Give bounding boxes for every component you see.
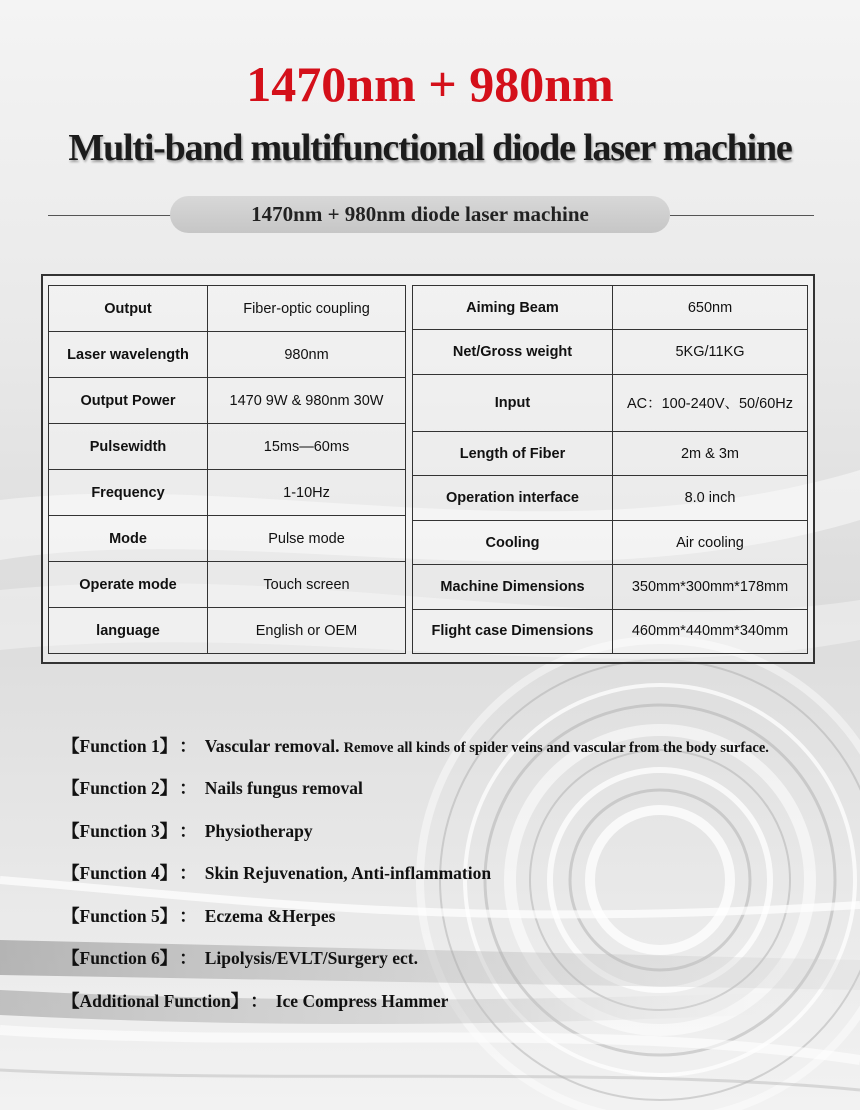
function-label: 【Additional Function】 bbox=[62, 991, 249, 1011]
spec-row bbox=[413, 432, 808, 476]
function-name: Vascular removal. bbox=[204, 736, 340, 756]
spec-table-right bbox=[412, 285, 808, 654]
function-item-5 bbox=[62, 902, 335, 930]
spec-row bbox=[49, 470, 406, 516]
function-name: Lipolysis/EVLT/Surgery ect. bbox=[204, 948, 418, 968]
function-item-3 bbox=[62, 817, 313, 845]
function-name: Ice Compress Hammer bbox=[275, 991, 449, 1011]
spec-value: Pulse mode bbox=[208, 516, 406, 562]
spec-row bbox=[49, 424, 406, 470]
spec-label: Input bbox=[413, 374, 613, 431]
spec-value: 2m & 3m bbox=[613, 432, 808, 476]
spec-value: Fiber-optic coupling bbox=[208, 286, 406, 332]
spec-value: 650nm bbox=[613, 286, 808, 330]
spec-row bbox=[413, 476, 808, 520]
function-separator: ： bbox=[179, 948, 197, 968]
function-separator: ： bbox=[179, 821, 197, 841]
spec-row bbox=[413, 609, 808, 653]
spec-row bbox=[413, 374, 808, 431]
spec-label: Mode bbox=[49, 516, 208, 562]
spec-label: Pulsewidth bbox=[49, 424, 208, 470]
function-separator: ： bbox=[179, 863, 197, 883]
spec-row bbox=[49, 608, 406, 654]
spec-row bbox=[413, 330, 808, 374]
spec-table-left bbox=[48, 285, 406, 654]
function-name: Physiotherapy bbox=[204, 821, 313, 841]
spec-row bbox=[49, 378, 406, 424]
spec-label: Machine Dimensions bbox=[413, 565, 613, 609]
divider-right bbox=[670, 215, 814, 216]
spec-label: Output Power bbox=[49, 378, 208, 424]
spec-row bbox=[49, 286, 406, 332]
spec-row bbox=[413, 520, 808, 564]
spec-value: 1470 9W & 980nm 30W bbox=[208, 378, 406, 424]
spec-row bbox=[49, 562, 406, 608]
function-name: Eczema &Herpes bbox=[204, 906, 336, 926]
spec-row bbox=[49, 332, 406, 378]
function-separator: ： bbox=[179, 778, 197, 798]
spec-label: Length of Fiber bbox=[413, 432, 613, 476]
wavelength-heading: 1470nm + 980nm bbox=[246, 56, 614, 112]
function-label: 【Function 1】 bbox=[62, 736, 178, 756]
spec-value: Touch screen bbox=[208, 562, 406, 608]
function-label: 【Function 3】 bbox=[62, 821, 178, 841]
spec-row bbox=[413, 565, 808, 609]
function-name: Nails fungus removal bbox=[204, 778, 363, 798]
function-separator: ： bbox=[179, 736, 197, 756]
spec-row bbox=[49, 516, 406, 562]
spec-value: 350mm*300mm*178mm bbox=[613, 565, 808, 609]
spec-value: 5KG/11KG bbox=[613, 330, 808, 374]
spec-label: Net/Gross weight bbox=[413, 330, 613, 374]
spec-value: 8.0 inch bbox=[613, 476, 808, 520]
function-description: Remove all kinds of spider veins and vascular from the body surface. bbox=[343, 740, 769, 756]
function-item-6 bbox=[62, 944, 418, 972]
spec-value: AC：100-240V、50/60Hz bbox=[613, 374, 808, 431]
product-title: Multi-band multifunctional diode laser machine bbox=[68, 127, 792, 169]
spec-value: 460mm*440mm*340mm bbox=[613, 609, 808, 653]
function-label: 【Function 2】 bbox=[62, 778, 178, 798]
function-item-4 bbox=[62, 859, 491, 887]
function-separator: ： bbox=[179, 906, 197, 926]
divider-left bbox=[48, 215, 172, 216]
spec-table-frame bbox=[41, 274, 815, 664]
function-item-2 bbox=[62, 774, 363, 802]
function-item-additional bbox=[62, 987, 448, 1015]
function-name: Skin Rejuvenation, Anti-inflammation bbox=[204, 863, 492, 883]
spec-value: 1-10Hz bbox=[208, 470, 406, 516]
spec-label: Flight case Dimensions bbox=[413, 609, 613, 653]
spec-label: Output bbox=[49, 286, 208, 332]
function-item-1 bbox=[62, 732, 769, 762]
spec-label: Operation interface bbox=[413, 476, 613, 520]
spec-label: Operate mode bbox=[49, 562, 208, 608]
spec-value: 15ms—60ms bbox=[208, 424, 406, 470]
spec-label: Frequency bbox=[49, 470, 208, 516]
spec-row bbox=[413, 286, 808, 330]
subtitle-badge: 1470nm + 980nm diode laser machine bbox=[170, 196, 670, 233]
function-label: 【Function 6】 bbox=[62, 948, 178, 968]
spec-label: language bbox=[49, 608, 208, 654]
spec-value: Air cooling bbox=[613, 520, 808, 564]
spec-label: Cooling bbox=[413, 520, 613, 564]
spec-label: Aiming Beam bbox=[413, 286, 613, 330]
spec-value: English or OEM bbox=[208, 608, 406, 654]
function-separator: ： bbox=[250, 991, 268, 1011]
spec-label: Laser wavelength bbox=[49, 332, 208, 378]
function-label: 【Function 5】 bbox=[62, 906, 178, 926]
function-label: 【Function 4】 bbox=[62, 863, 178, 883]
spec-value: 980nm bbox=[208, 332, 406, 378]
